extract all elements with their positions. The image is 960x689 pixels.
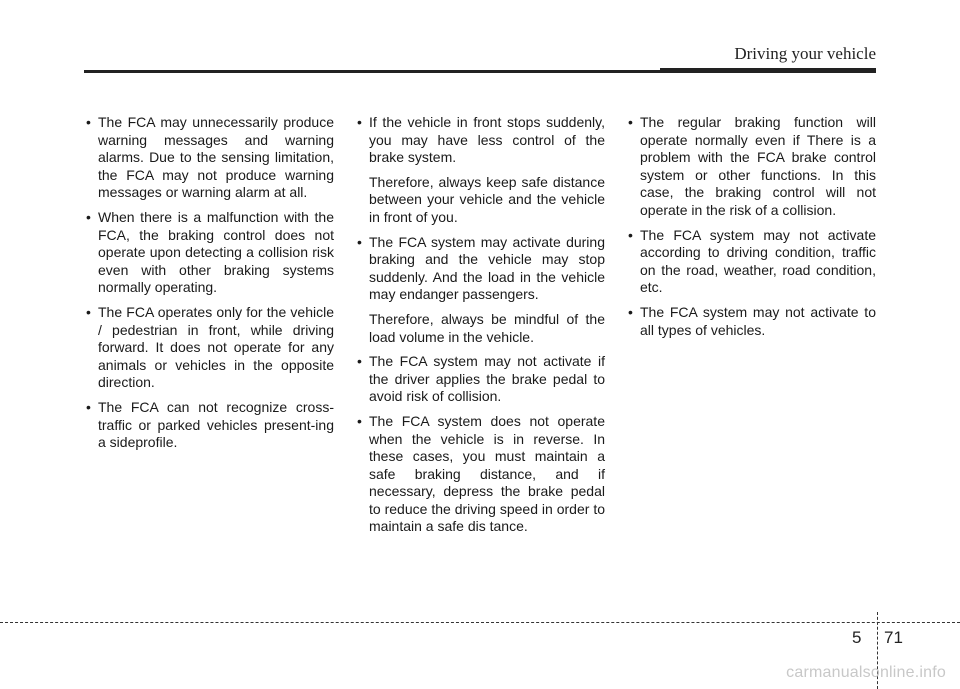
paragraph: The FCA system may not activate according to driving condition, traffic on the road, weather, road condition, etc. [640, 226, 876, 296]
paragraph: The FCA system may not activate if the driver applies the brake pedal to avoid risk of collision. [369, 353, 605, 405]
text-column-2 [355, 114, 605, 543]
bullet-item [84, 399, 334, 452]
bullet-item [626, 227, 876, 297]
header-rule [84, 70, 876, 73]
bullet-icon: • [628, 226, 633, 243]
bullet-item [626, 304, 876, 339]
bullet-item [626, 114, 876, 220]
bullet-icon: • [86, 208, 91, 225]
paragraph: The FCA may unnecessarily produce warning messages and warning alarms. Due to the sensing limitation, the FCA may not produce warning messages or warning alarm at all. [98, 114, 334, 201]
footer-rule [0, 622, 960, 623]
page-header-title: Driving your vehicle [734, 44, 876, 63]
paragraph: The regular braking function will operate normally even if There is a problem with the FCA brake control system or other functions. In this case, the braking control will not operate in the risk of a collision. [640, 114, 876, 218]
bullet-item [84, 304, 334, 392]
bullet-icon: • [86, 398, 91, 415]
paragraph: The FCA system may not activate to all types of vehicles. [640, 303, 876, 338]
watermark: carmanualsonline.info [786, 664, 946, 681]
chapter-number: 5 [852, 628, 862, 647]
bullet-item [355, 234, 605, 347]
bullet-item [355, 114, 605, 227]
paragraph: The FCA system may activate during braking and the vehicle may stop suddenly. And the load in the vehicle may endanger passengers. [369, 233, 605, 303]
bullet-icon: • [628, 114, 633, 130]
bullet-item [84, 114, 334, 202]
bullet-icon: • [628, 303, 633, 320]
bullet-item [84, 209, 334, 297]
paragraph: Therefore, always keep safe distance between your vehicle and the vehicle in front of you. [369, 173, 605, 225]
paragraph: When there is a malfunction with the FCA, the braking control does not operate upon detecting a collision risk even with other braking systems normally operating. [98, 208, 334, 296]
header-rule-accent [660, 68, 876, 73]
paragraph: The FCA can not recognize cross-traffic or parked vehicles present-ing a sideprofile. [98, 398, 334, 451]
paragraph: Therefore, always be mindful of the load volume in the vehicle. [369, 310, 605, 345]
paragraph: The FCA operates only for the vehicle / pedestrian in front, while driving forward. It does not operate for any animals or vehicles in the opposite direction. [98, 303, 334, 391]
bullet-icon: • [357, 233, 362, 250]
bullet-icon: • [357, 114, 362, 130]
bullet-icon: • [357, 353, 362, 370]
paragraph: If the vehicle in front stops suddenly, you may have less control of the brake system. [369, 114, 605, 166]
bullet-icon: • [86, 114, 91, 130]
text-column-3 [626, 114, 876, 346]
page-number: 71 [884, 628, 903, 647]
text-column-1 [84, 114, 334, 459]
paragraph: The FCA system does not operate when the vehicle is in reverse. In these cases, you must maintain a safe braking distance, and if necessary, depress the brake pedal to reduce the driving speed in order to maintain a safe dis tance. [369, 412, 605, 535]
bullet-icon: • [86, 303, 91, 320]
bullet-icon: • [357, 412, 362, 429]
bullet-item [355, 353, 605, 406]
bullet-item [355, 413, 605, 536]
